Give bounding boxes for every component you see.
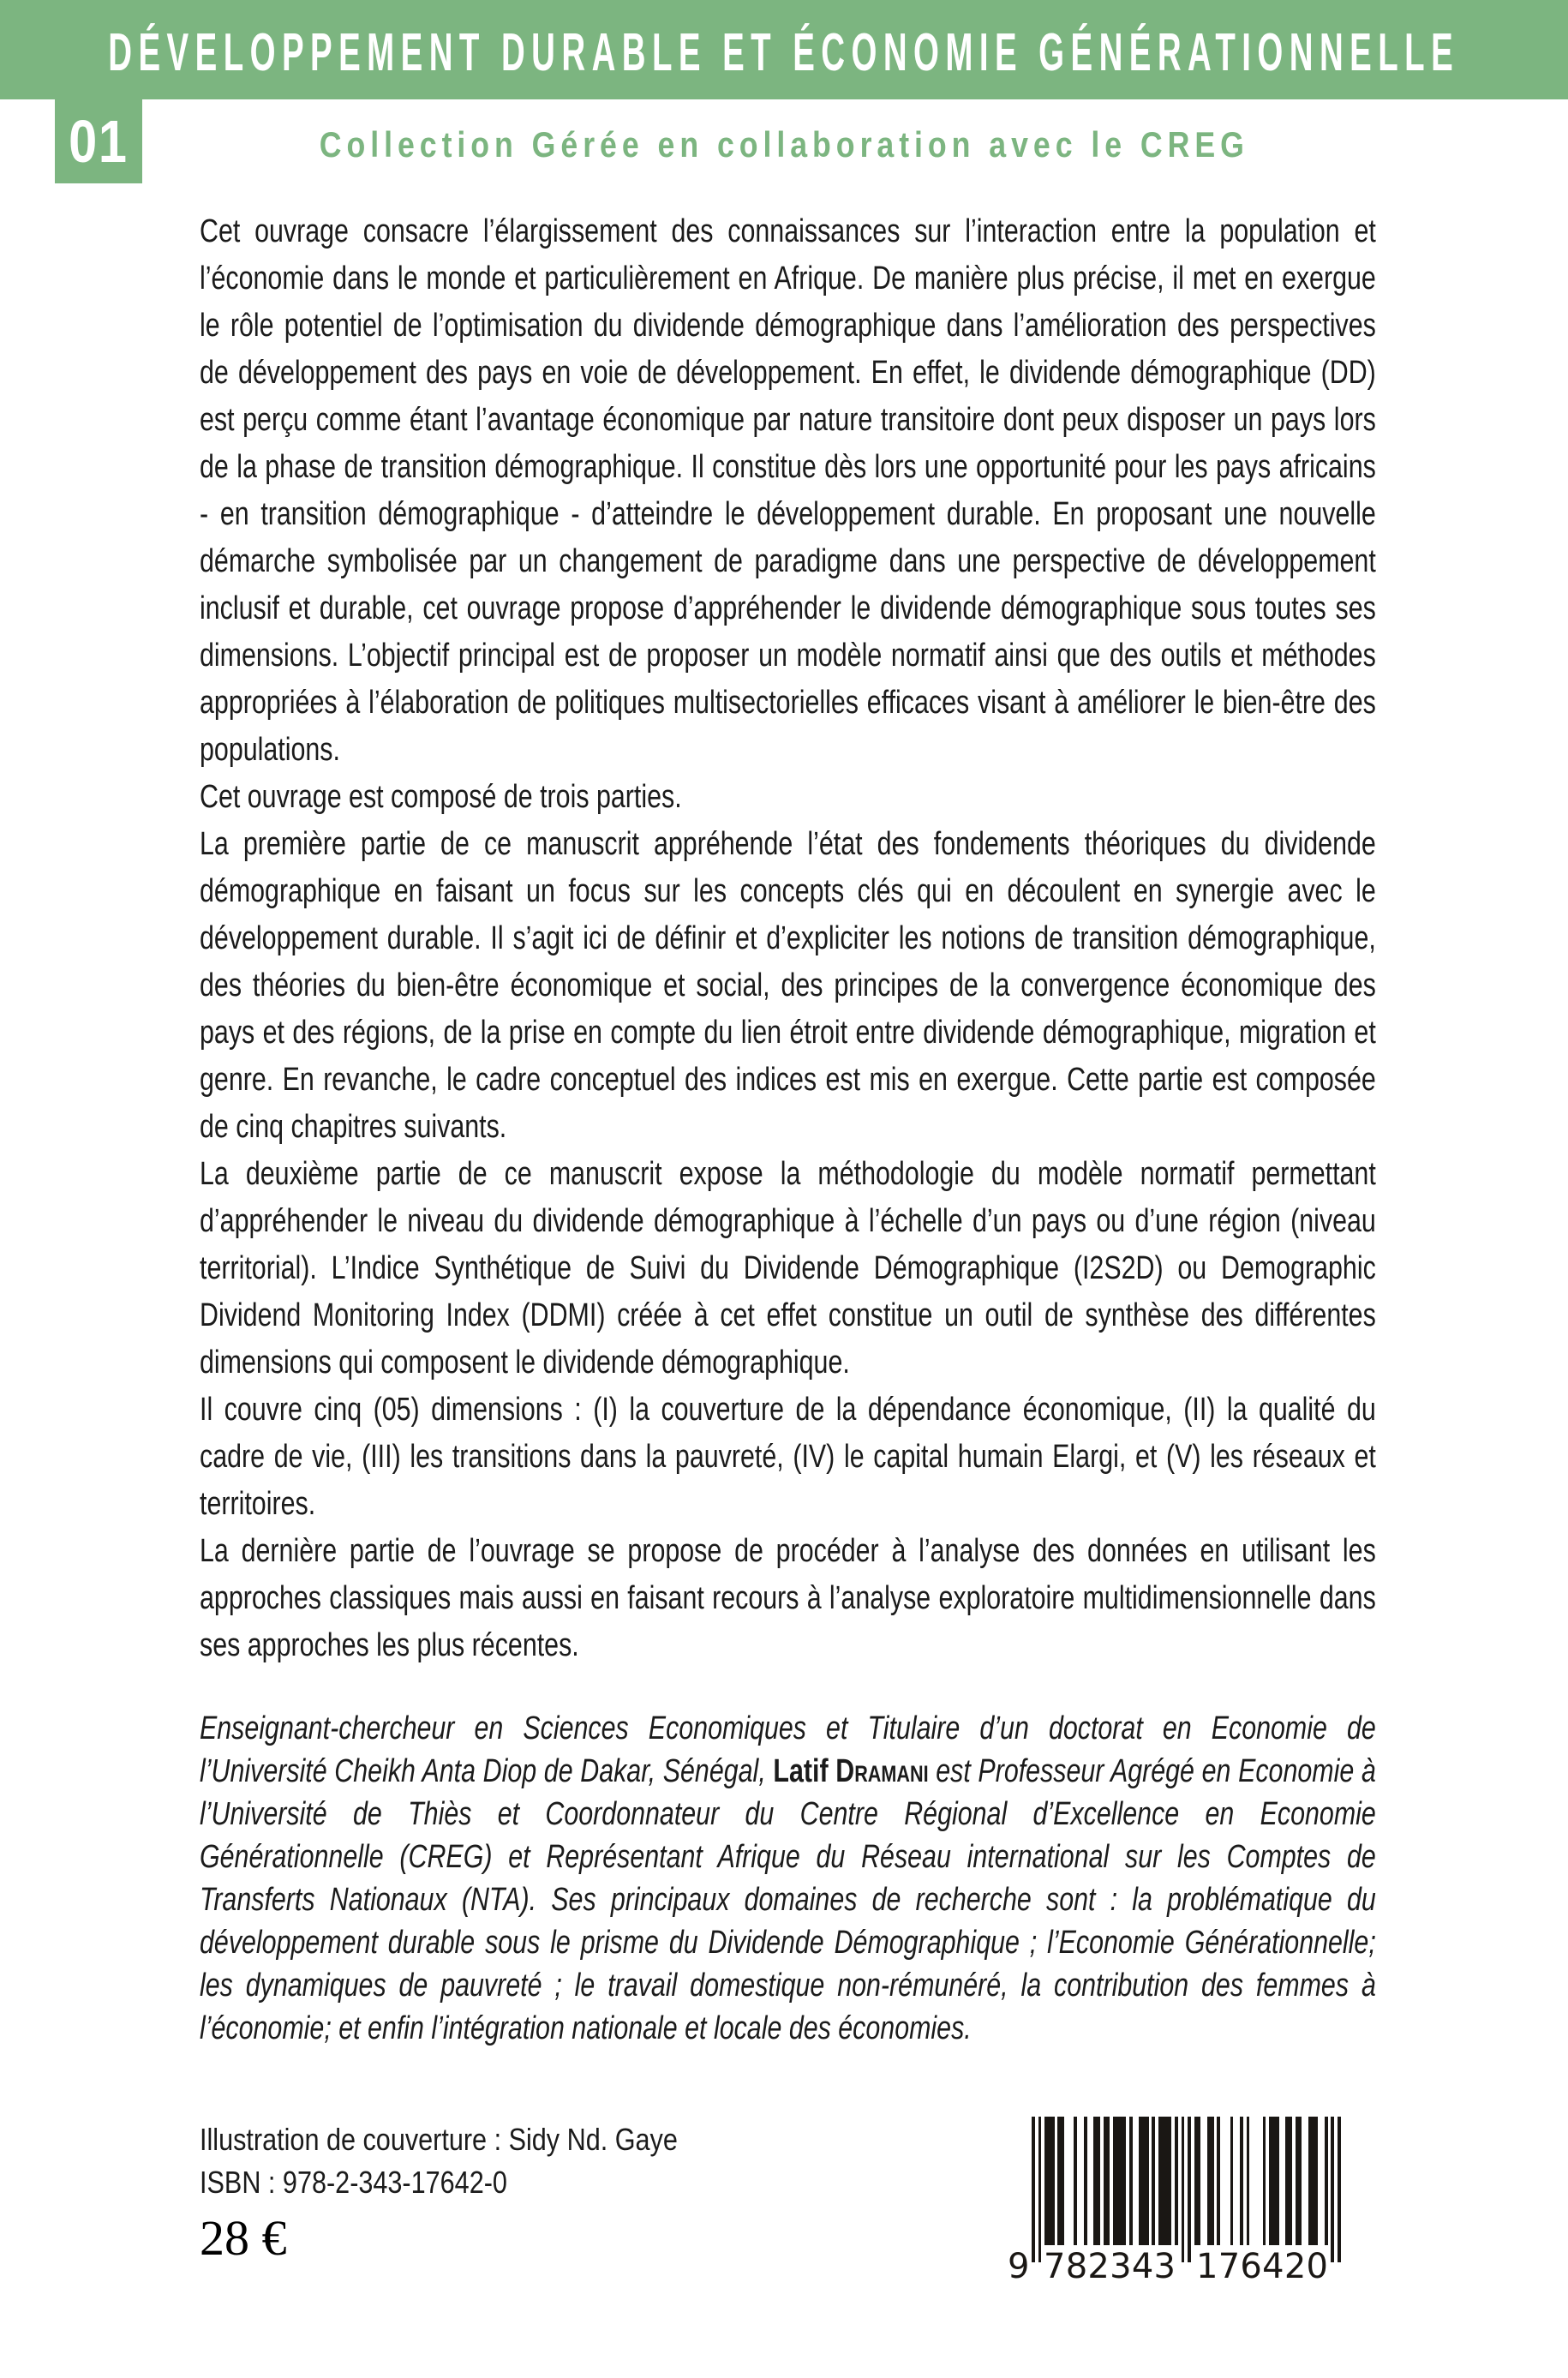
barcode-bars: [1032, 2117, 1341, 2245]
synopsis-paragraph: Cet ouvrage est composé de trois parties.: [200, 779, 682, 815]
volume-number: 01: [69, 108, 129, 175]
collection-line: [0, 118, 1568, 171]
bio-text: Enseignant-chercheur en Sciences Economiques et Titulaire d’un doctorat en Economie de l’Université Cheikh Anta Diop de Dakar, Sénégal,: [200, 1710, 1376, 1789]
series-title-banner: [0, 0, 1568, 99]
collection-text: Collection Gérée en collaboration avec le CREG: [319, 124, 1249, 165]
bio-text: est Professeur Agrégé en Economie à l’Université de Thiès et Coordonnateur du Centre Régional d’Excellence en Economie Générationnelle (CREG) et Représentant Afrique du Réseau international sur les Comptes de Transferts Nationaux (NTA). Ses principaux domaines de recherche sont : la problématique du développement durable sous le prisme du Dividende Démographique ; l’Economie Générationnelle; les dynamiques de pauvreté ; le travail domestique non-rémunéré, la contribution des femmes à l’économie; et enfin l’intégration nationale et locale des économies.: [200, 1753, 1376, 2046]
barcode-left-digits: 7 8 2 3 4 3: [1044, 2247, 1176, 2286]
synopsis-paragraph: La dernière partie de l’ouvrage se propose de procéder à l’analyse des données en utilisant les approches classiques mais aussi en faisant recours à l’analyse exploratoire multidimensionnelle dans ses approches les plus récentes.: [200, 1533, 1376, 1663]
credits-block: [200, 2118, 928, 2204]
barcode-right-digits: 1 7 6 4 2 0: [1196, 2247, 1328, 2286]
barcode-lead-digit: 9: [1008, 2247, 1030, 2286]
price: 28 €: [200, 2210, 287, 2266]
illustration-credit: Illustration de couverture : Sidy Nd. Gaye: [200, 2122, 678, 2157]
synopsis-paragraph: Il couvre cinq (05) dimensions : (I) la couverture de la dépendance économique, (II) la qualité du cadre de vie, (III) les transitions dans la pauvreté, (IV) le capital humain Elargi, et (V) les réseaux et territoires.: [200, 1392, 1376, 1522]
isbn-line: ISBN : 978-2-343-17642-0: [200, 2165, 507, 2200]
synopsis-paragraph: La première partie de ce manuscrit appréhende l’état des fondements théoriques du dividende démographique en faisant un focus sur les concepts clés qui en découlent en synergie avec le développement durable. Il s’agit ici de définir et d’expliciter les notions de transition démographique, des théories du bien-être économique et social, des principes de la convergence économique des pays et des régions, de la prise en compte du lien étroit entre dividende démographique, migration et genre. En revanche, le cadre conceptuel des indices est mis en exergue. Cette partie est composée de cinq chapitres suivants.: [200, 826, 1376, 1145]
author-name: Latif Dramani: [773, 1753, 929, 1789]
author-bio: [200, 1707, 1376, 2050]
synopsis-paragraph: Cet ouvrage consacre l’élargissement des connaissances sur l’interaction entre la population et l’économie dans le monde et particulièrement en Afrique. De manière plus précise, il met en exergue le rôle potentiel de l’optimisation du dividende démographique dans l’amélioration des perspectives de développement des pays en voie de développement. En effet, le dividende démographique (DD) est perçu comme étant l’avantage économique par nature transitoire dont peux disposer un pays lors de la phase de transition démographique. Il constitue dès lors une opportunité pour les pays africains - en transition démographique - d’atteindre le développement durable. En proposant une nouvelle démarche symbolisée par un changement de paradigme dans une perspective de développement inclusif et durable, cet ouvrage propose d’appréhender le dividende démographique sous toutes ses dimensions. L’objectif principal est de proposer un modèle normatif ainsi que des outils et méthodes appropriées à l’élaboration de politiques multisectorielles efficaces visant à améliorer le bien-être des populations.: [200, 213, 1376, 768]
barcode: [1008, 2117, 1342, 2288]
synopsis: [200, 208, 1376, 1669]
series-title: DÉVELOPPEMENT DURABLE ET ÉCONOMIE GÉNÉRATIONNELLE: [108, 22, 1460, 82]
synopsis-paragraph: La deuxième partie de ce manuscrit expose la méthodologie du modèle normatif permettant d’appréhender le niveau du dividende démographique à l’échelle d’un pays ou d’une région (niveau territorial). L’Indice Synthétique de Suivi du Dividende Démographique (I2S2D) ou Demographic Dividend Monitoring Index (DDMI) créée à cet effet constitue un outil de synthèse des différentes dimensions qui composent le dividende démographique.: [200, 1156, 1376, 1381]
